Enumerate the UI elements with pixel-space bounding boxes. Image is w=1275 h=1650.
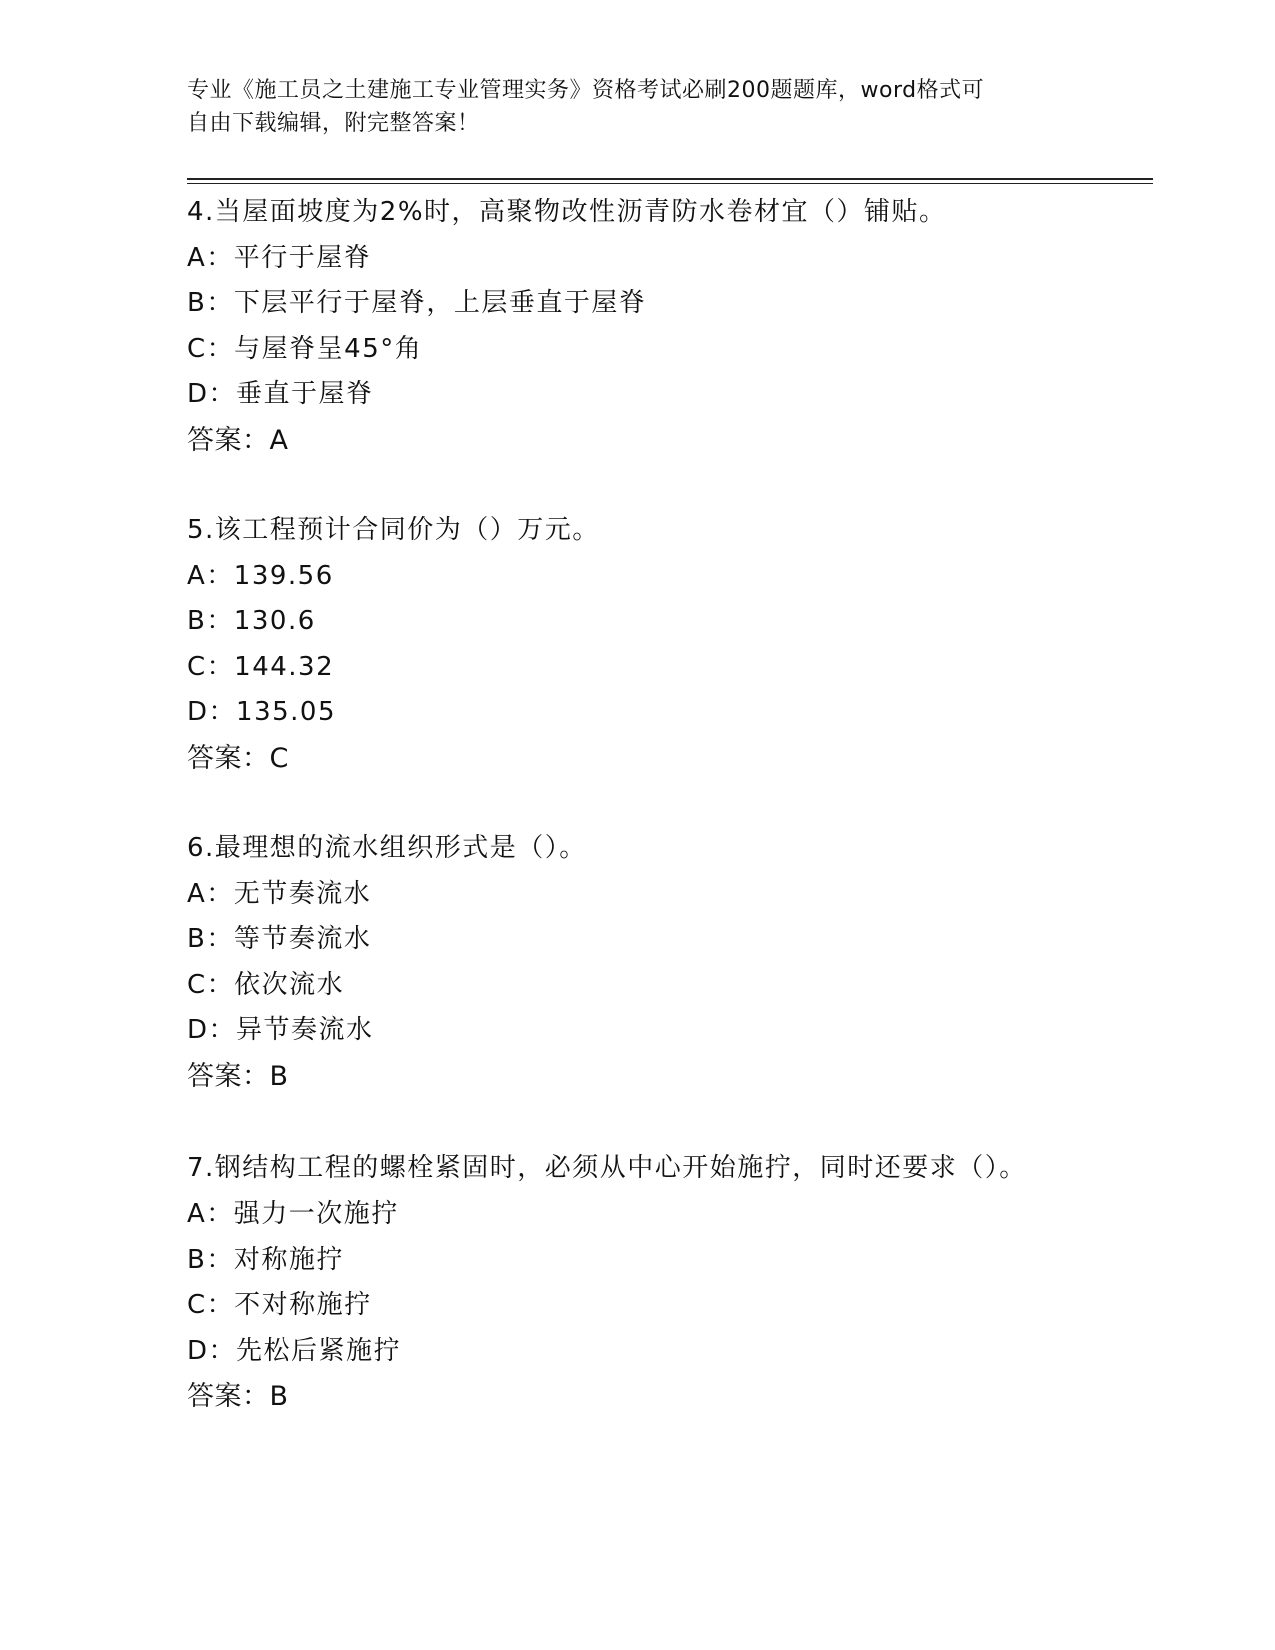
header-divider [187,178,1153,180]
option-a: A：平行于屋脊 [187,242,372,273]
answer-line: 答案：B [187,1381,289,1412]
option-c: C：不对称施拧 [187,1290,372,1320]
option-c: C：144.32 [187,651,335,682]
option-b: B：对称施拧 [187,1244,344,1275]
header-divider-thin [187,183,1153,184]
option-c: C：与屋脊呈45°角 [187,333,423,364]
option-b: B：下层平行于屋脊，上层垂直于屋脊 [187,288,647,318]
question-stem: 5.该工程预计合同价为（）万元。 [187,515,600,545]
option-a: A：139.56 [187,560,334,591]
option-d: D：垂直于屋脊 [187,379,374,409]
answer-line: 答案：B [187,1060,289,1092]
option-d: D：135.05 [187,697,336,727]
option-a: A：强力一次施拧 [187,1199,399,1229]
option-d: D：先松后紧施拧 [187,1335,402,1366]
question-stem: 4.当屋面坡度为2%时，高聚物改性沥青防水卷材宜（）铺贴。 [187,197,947,227]
header-line-2: 自由下载编辑，附完整答案！ [187,111,480,136]
answer-line: 答案：C [187,742,289,774]
option-b: B：等节奏流水 [187,924,372,954]
question-stem: 6.最理想的流水组织形式是（）。 [187,833,587,863]
question-stem: 7.钢结构工程的螺栓紧固时，必须从中心开始施拧，同时还要求（）。 [187,1153,1027,1183]
question-item [187,190,1087,463]
option-a: A：无节奏流水 [187,878,372,909]
question-item [187,1144,1087,1420]
question-list [187,190,1087,1465]
answer-line: 答案：A [187,424,289,456]
question-item [187,826,1087,1099]
document-header [187,74,1067,140]
option-c: C：依次流水 [187,969,345,1000]
option-b: B：130.6 [187,606,316,636]
option-d: D：异节奏流水 [187,1015,374,1045]
question-item [187,508,1087,781]
header-line-1: 专业《施工员之土建施工专业管理实务》资格考试必刷200题题库，word格式可 [187,78,985,103]
